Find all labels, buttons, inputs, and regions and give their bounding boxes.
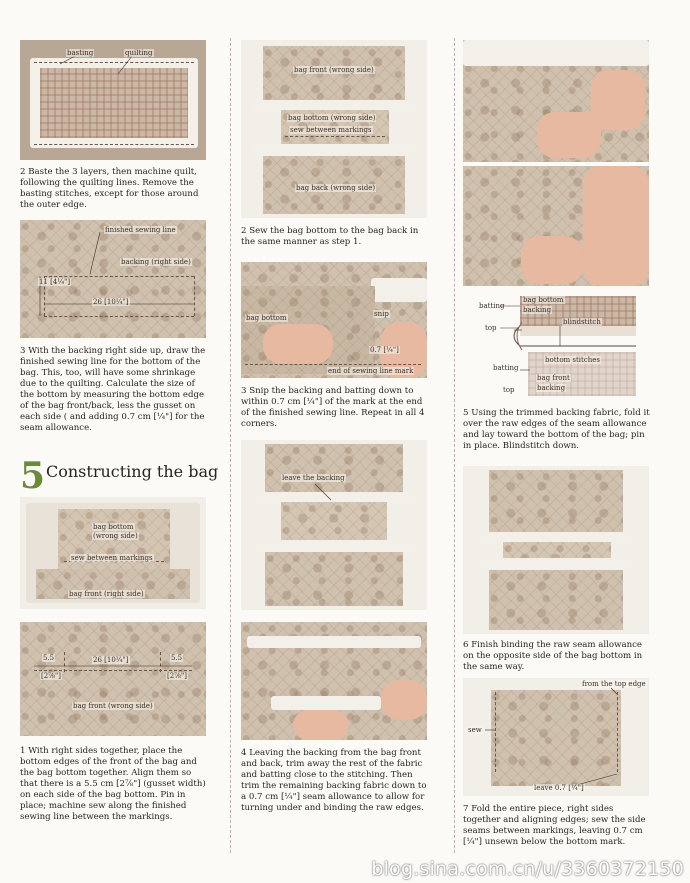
caption-step-2-baste: 2 Baste the 3 layers, then machine quilt, following the quilting lines. Remove the basting stitches, except for those around the outer edge.	[20, 167, 199, 210]
diagram-label-batting-2: batting	[493, 364, 519, 372]
photo-front-bottom-back	[241, 40, 427, 218]
label-sew-between: sew between markings	[290, 126, 372, 134]
label-wrong-side: (wrong side)	[93, 532, 138, 540]
label-bag-bottom-wrong: bag bottom (wrong side)	[288, 114, 376, 122]
label-bag-bottom: bag bottom	[246, 314, 287, 322]
label-sew: sew	[468, 726, 482, 734]
label-leave: leave 0.7 [¼"]	[534, 784, 584, 792]
caption-step-1-place: 1 With right sides together, place the bottom edges of the front of the bag and the bag bottom together. Align them so that there is a 5.5 cm [2⅞"] (gusset width) on each side of the bag bottom. Pin in place; machine sew along the finished sewing line between the markings.	[20, 746, 206, 822]
label-dim-width: 26 [10¼"]	[93, 298, 129, 306]
photo-backing-sewing-line	[20, 220, 206, 338]
photo-finish-binding	[463, 466, 649, 634]
caption-step-4-trim: 4 Leaving the backing from the bag front and back, trim away the rest of the fabric and batting close to the stitching. Then trim the remaining backing fabric down to a 0.7 cm [¼"] seam allowance to allow for turning under and binding the raw edges.	[241, 748, 427, 813]
photo-fold-backing-1	[463, 40, 649, 162]
photo-snip-corners	[241, 262, 427, 378]
watermark: blog.sina.com.cn/u/3360372150	[371, 858, 684, 880]
photo-fold-backing-2	[463, 166, 649, 286]
leader-line	[241, 440, 427, 610]
leader-lines	[463, 678, 649, 796]
caption-step-6-finish: 6 Finish binding the raw seam allowance on the opposite side of the bag bottom in the same way.	[463, 640, 643, 672]
diagram-label-backing-2: backing	[537, 384, 566, 392]
label-basting: basting	[67, 49, 94, 57]
label-sew-between-markings: sew between markings	[71, 554, 153, 562]
column-divider-left	[230, 38, 231, 853]
photo-fold-sew-sides	[463, 678, 649, 796]
label-leave-the-backing: leave the backing	[282, 474, 345, 482]
label-backing-right-side: backing (right side)	[121, 258, 191, 266]
diagram-label-top-1: top	[485, 324, 497, 332]
diagram-label-blindstitch: blindstitch	[563, 318, 601, 326]
label-dim-height: 11 [4¼"]	[39, 278, 71, 286]
label-bag-back-wrong: bag back (wrong side)	[296, 184, 376, 192]
label-bag-front-wrong-side: bag front (wrong side)	[73, 702, 153, 710]
diagram-label-bag-front: bag front	[537, 374, 570, 382]
diagram-label-bag-bottom: bag bottom	[523, 296, 564, 304]
photo-trim-backing	[241, 622, 427, 740]
label-bag-bottom: bag bottom	[93, 523, 134, 531]
caption-step-7-fold-sew: 7 Fold the entire piece, right sides together and aligning edges; sew the side seams between markings, leaving 0.7 cm [¼"] unsewn below the bottom mark.	[463, 804, 646, 847]
photo-basting-quilting	[20, 40, 206, 160]
diagram-label-batting-1: batting	[479, 302, 505, 310]
diagram-label-backing-1: backing	[523, 306, 552, 314]
label-snip: snip	[374, 310, 389, 318]
label-bag-front-right-side: bag front (right side)	[69, 590, 144, 598]
diagram-binding-cross-section	[474, 292, 650, 400]
label-dim-left-in: [2⅞"]	[41, 672, 61, 680]
label-from-top-edge: from the top edge	[582, 680, 646, 688]
leader-lines	[20, 40, 206, 160]
label-dim-right: 5.5	[171, 654, 183, 662]
label-dim-middle: 26 [10¼"]	[93, 656, 129, 664]
label-dim-right-in: [2⅞"]	[167, 672, 187, 680]
label-end-of-sewing-line: end of sewing line mark	[328, 367, 414, 375]
label-dim-left: 5.5	[43, 654, 55, 662]
label-quilting: quilting	[125, 49, 153, 57]
section-title: Constructing the bag	[46, 462, 219, 481]
caption-step-5-fold: 5 Using the trimmed backing fabric, fold it over the raw edges of the seam allowance and lay toward the bottom of the bag; pin in place. Blindstitch down.	[463, 408, 650, 451]
photo-front-wrong-side	[20, 622, 206, 736]
label-finished-sewing-line: finished sewing line	[105, 226, 176, 234]
caption-step-3-snip: 3 Snip the backing and batting down to within 0.7 cm [¼"] of the mark at the end of the finished sewing line. Repeat in all 4 corners.	[241, 386, 425, 429]
caption-step-3-draw: 3 With the backing right side up, draw the finished sewing line for the bottom of the bag. This, too, will have some shrinkage due to the quilting. Calculate the size of the bottom by measuring the bottom edge of the bag front/back, less the gusset on each side ( and adding 0.7 cm [¼"] for the seam allowance.	[20, 346, 206, 433]
section-number: 5	[20, 455, 46, 497]
photo-leave-backing	[241, 440, 427, 610]
label-bag-front-wrong: bag front (wrong side)	[294, 66, 374, 74]
column-divider-right	[454, 38, 455, 853]
caption-step-2-sew-back: 2 Sew the bag bottom to the bag back in the same manner as step 1.	[241, 226, 419, 247]
diagram-label-top-2: top	[503, 386, 515, 394]
photo-bottom-on-front	[20, 497, 206, 609]
label-snip-measure: 0.7 [¼"]	[370, 346, 399, 354]
diagram-label-bottom-stitches: bottom stitches	[545, 356, 601, 364]
